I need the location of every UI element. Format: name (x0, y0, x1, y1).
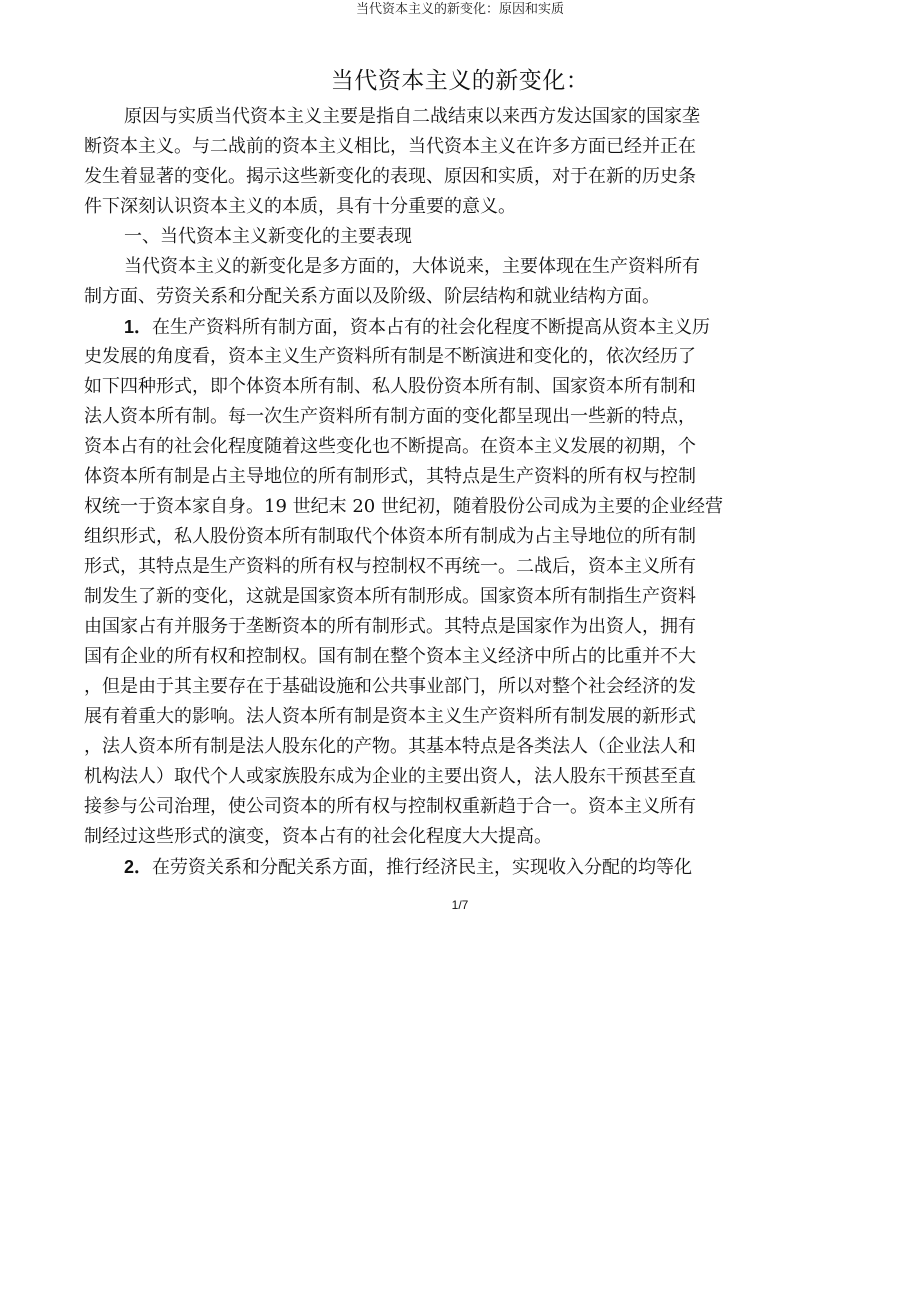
text-line: 史发展的角度看，资本主义生产资料所有制是不断演进和变化的，依次经历了 (84, 346, 696, 367)
page-number: 1/7 (451, 898, 469, 912)
text-line: 权统一于资本家自身。19 世纪末 20 世纪初，随着股份公司成为主要的企业经营 (84, 496, 723, 517)
document-title: 当代资本主义的新变化： (330, 68, 590, 94)
numbered-paragraph-start (84, 852, 784, 882)
text-line: 如下四种形式，即个体资本所有制、私人股份资本所有制、国家资本所有制和 (84, 376, 696, 397)
text-line: 件下深刻认识资本主义的本质，具有十分重要的意义。 (84, 196, 516, 217)
text-line: 体资本所有制是占主导地位的所有制形式，其特点是生产资料的所有权与控制 (84, 466, 696, 487)
text-line: ，法人资本所有制是法人股东化的产物。其基本特点是各类法人（企业法人和 (84, 736, 696, 757)
section-heading: 一、当代资本主义新变化的主要表现 (124, 226, 412, 247)
text-line: 接参与公司治理，使公司资本的所有权与控制权重新趋于合一。资本主义所有 (84, 796, 696, 817)
text-line: 展有着重大的影响。法人资本所有制是资本主义生产资料所有制发展的新形式 (84, 706, 696, 727)
item-number: 1． (124, 317, 153, 337)
text-line: 发生着显著的变化。揭示这些新变化的表现、原因和实质，对于在新的历史条 (84, 166, 696, 187)
text-line: 形式，其特点是生产资料的所有权与控制权不再统一。二战后，资本主义所有 (84, 556, 696, 577)
text-line: 资本占有的社会化程度随着这些变化也不断提高。在资本主义发展的初期，个 (84, 436, 696, 457)
text-line: 在生产资料所有制方面，资本占有的社会化程度不断提高从资本主义历 (152, 317, 711, 338)
text-line: 由国家占有并服务于垄断资本的所有制形式。其特点是国家作为出资人，拥有 (84, 616, 696, 637)
text-line: 制方面、劳资关系和分配关系方面以及阶级、阶层结构和就业结构方面。 (84, 286, 660, 307)
text-line: 在劳资关系和分配关系方面，推行经济民主，实现收入分配的均等化 (152, 857, 693, 878)
text-line: 断资本主义。与二战前的资本主义相比，当代资本主义在许多方面已经并正在 (84, 136, 696, 157)
item-number: 2． (124, 857, 153, 877)
text-line: 原因与实质当代资本主义主要是指自二战结束以来西方发达国家的国家垄 (124, 106, 700, 127)
text-line: 当代资本主义的新变化是多方面的，大体说来，主要体现在生产资料所有 (124, 256, 700, 277)
text-line: 法人资本所有制。每一次生产资料所有制方面的变化都呈现出一些新的特点， (84, 406, 696, 427)
running-header: 当代资本主义的新变化：原因和实质 (355, 2, 564, 17)
text-line: 制经过这些形式的演变，资本占有的社会化程度大大提高。 (84, 826, 552, 847)
text-line: 机构法人）取代个人或家族股东成为企业的主要出资人，法人股东干预甚至直 (84, 766, 696, 787)
text-line: 制发生了新的变化，这就是国家资本所有制形成。国家资本所有制指生产资料 (84, 586, 696, 607)
document-body (84, 102, 784, 882)
text-line: 组织形式，私人股份资本所有制取代个体资本所有制成为占主导地位的所有制 (84, 526, 696, 547)
text-line: ，但是由于其主要存在于基础设施和公共事业部门，所以对整个社会经济的发 (84, 676, 696, 697)
numbered-paragraph-start (84, 312, 784, 342)
text-line: 国有企业的所有权和控制权。国有制在整个资本主义经济中所占的比重并不大 (84, 646, 696, 667)
